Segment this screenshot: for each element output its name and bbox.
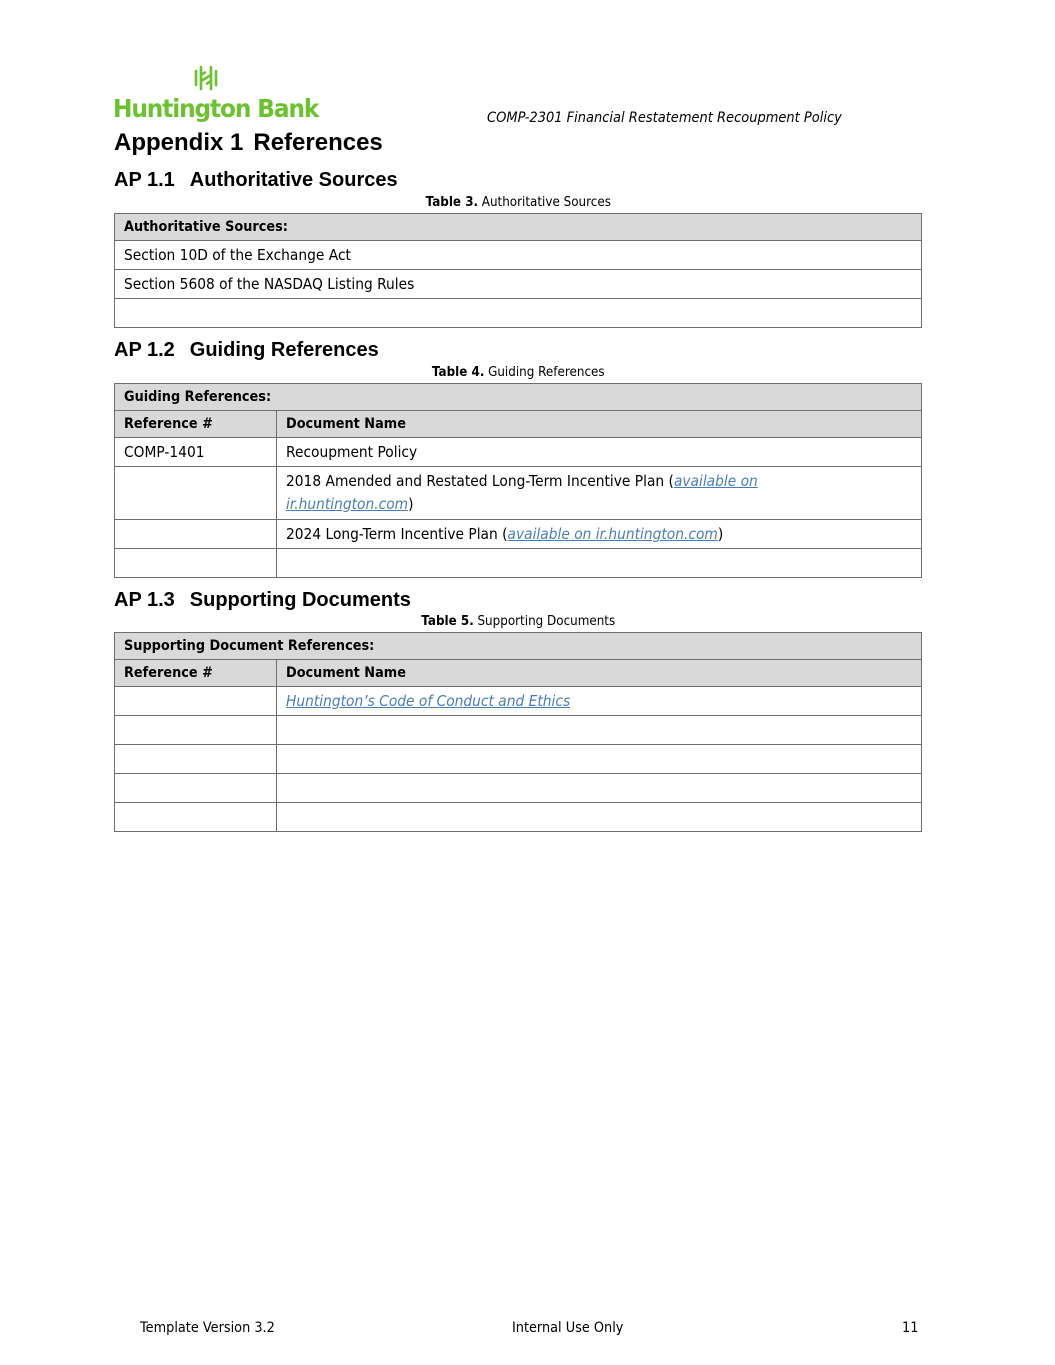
section-heading-guiding-references [114,339,379,362]
column-header-document-name: Document Name [286,665,406,681]
caption-label: Table 5. [421,614,474,629]
caption-label: Table 3. [425,195,479,210]
footer-classification: Internal Use Only [512,1320,624,1336]
caption-text: Guiding References [488,365,605,380]
caption-text: Authoritative Sources [481,195,611,210]
section-heading-supporting-documents [114,589,411,612]
document-name-text: ) [408,495,414,513]
table-row [115,687,922,716]
section-number: AP 1.3 [114,589,175,611]
authoritative-sources-table [114,213,922,328]
footer-template-version: Template Version 3.2 [140,1320,275,1336]
ir-huntington-link[interactable]: available on ir.huntington.com [507,525,718,543]
document-name-text: 2018 Amended and Restated Long-Term Incentive Plan ( [286,472,674,490]
table-row [115,299,922,328]
reference-cell: COMP-1401 [124,443,205,461]
table-row [115,774,922,803]
document-name-cell: Recoupment Policy [286,443,418,461]
document-name-text: ) [717,525,724,543]
column-header-reference: Reference # [124,665,213,681]
source-cell: Section 5608 of the NASDAQ Listing Rules [124,275,415,293]
document-name-cell [286,525,723,543]
table-row [115,467,922,520]
logo-wordmark: Huntington Bank [113,94,319,123]
table-caption [42,614,994,629]
table-row [115,549,922,578]
table-row [115,520,922,549]
column-header-document-name: Document Name [286,416,406,432]
document-name-text: 2024 Long-Term Incentive Plan ( [286,525,508,543]
huntington-hexagon-logo-icon [191,62,221,94]
huntington-bank-logo [113,60,319,126]
document-title: COMP-2301 Financial Restatement Recoupment Policy [487,110,842,126]
appendix-heading [114,129,383,157]
table-row [115,803,922,832]
table-header-row [115,214,922,241]
ir-huntington-link[interactable]: ir.huntington.com [286,495,409,513]
caption-text: Supporting Documents [477,614,616,629]
column-header-row [115,660,922,687]
code-of-conduct-link[interactable]: Huntington’s Code of Conduct and Ethics [286,692,571,710]
footer-page-number: 11 [902,1320,919,1336]
section-title: Supporting Documents [189,589,411,611]
source-cell: Section 10D of the Exchange Act [124,246,351,264]
document-name-cell [286,470,758,493]
supporting-documents-table [114,632,922,832]
table-header: Supporting Document References: [124,638,375,654]
column-header-row [115,411,922,438]
table-row [115,745,922,774]
section-number: AP 1.1 [114,169,175,191]
table-row [115,241,922,270]
appendix-number: Appendix 1 [114,129,244,156]
table-row [115,270,922,299]
column-header-reference: Reference # [124,416,213,432]
table-header: Guiding References: [124,389,272,405]
section-heading-authoritative-sources [114,169,398,192]
section-number: AP 1.2 [114,339,175,361]
ir-huntington-link[interactable]: available on [673,472,758,490]
section-title: Guiding References [189,339,379,361]
table-header-row [115,384,922,411]
section-title: Authoritative Sources [189,169,398,191]
table-row [115,438,922,467]
appendix-title: References [253,129,383,156]
table-caption [42,365,994,380]
table-row [115,716,922,745]
table-header: Authoritative Sources: [124,219,288,235]
caption-label: Table 4. [431,365,485,380]
guiding-references-table [114,383,922,578]
table-header-row [115,633,922,660]
document-name-continuation [286,493,413,516]
document-name-cell [286,692,570,710]
table-caption [42,195,994,210]
